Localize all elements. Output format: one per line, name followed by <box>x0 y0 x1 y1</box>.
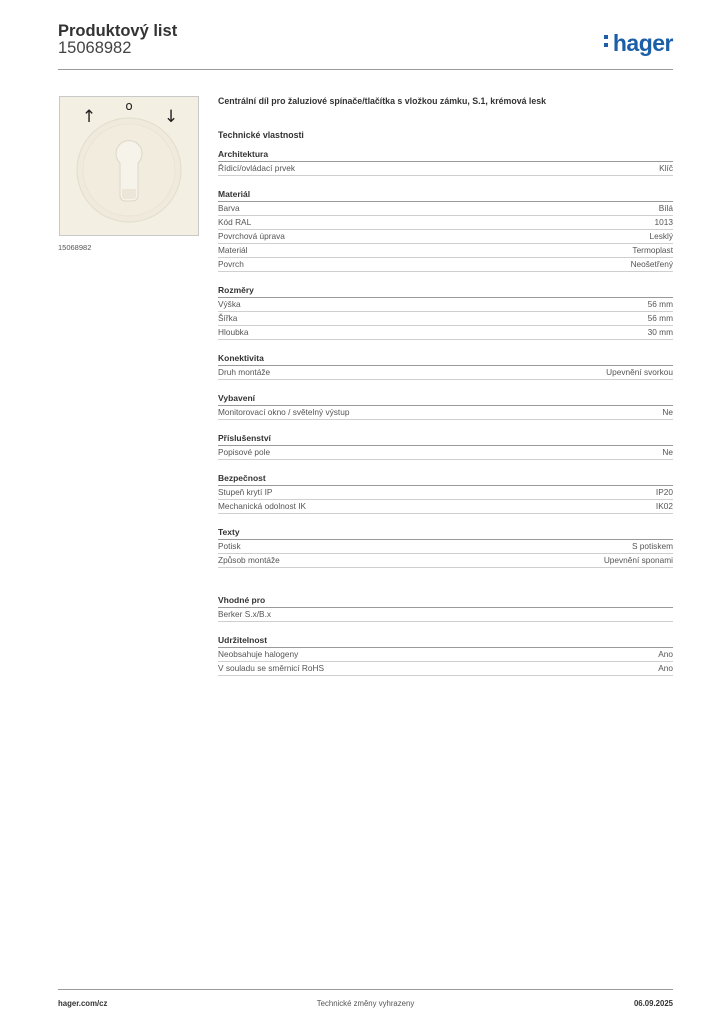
spec-label: Materiál <box>218 245 248 255</box>
spec-row <box>218 486 673 500</box>
spec-value: Klíč <box>659 163 673 173</box>
spec-label: V souladu se směrnicí RoHS <box>218 663 325 673</box>
spec-row <box>218 554 673 568</box>
spec-value: 30 mm <box>647 327 673 337</box>
page-header <box>58 20 673 70</box>
spec-row <box>218 366 673 380</box>
spec-label: Barva <box>218 203 240 213</box>
spec-row <box>218 540 673 554</box>
spec-value: IP20 <box>655 487 673 497</box>
group-title: Architektura <box>218 142 673 162</box>
spec-content <box>218 96 673 676</box>
spec-value: Upevnění sponami <box>603 555 673 565</box>
spec-value: Termoplast <box>632 245 673 255</box>
spec-row <box>218 608 673 622</box>
spec-label: Monitorovací okno / světelný výstup <box>218 407 350 417</box>
spec-label: Výška <box>218 299 241 309</box>
center-symbol: o <box>125 99 133 113</box>
page-footer <box>58 989 673 1014</box>
spec-label: Stupeň krytí IP <box>218 487 273 497</box>
spec-label: Hloubka <box>218 327 249 337</box>
product-name: Centrální díl pro žaluziové spínače/tlačítka s vložkou zámku, S.1, krémová lesk <box>218 96 547 106</box>
spec-row <box>218 500 673 514</box>
spec-label: Řídicí/ovládací prvek <box>218 163 296 173</box>
spec-value: Ne <box>662 447 673 457</box>
product-image <box>59 96 199 236</box>
group-title: Materiál <box>218 176 673 202</box>
spec-row <box>218 258 673 272</box>
spec-row <box>218 230 673 244</box>
document-title: Produktový list <box>58 22 178 40</box>
group-title: Vybavení <box>218 380 673 406</box>
spec-value: 56 mm <box>647 299 673 309</box>
logo-dots-icon <box>604 35 609 51</box>
section-title: Technické vlastnosti <box>218 130 304 140</box>
logo-text: hager <box>612 30 673 56</box>
arrow-up-symbol: ↑ <box>81 107 97 127</box>
cover-plate-icon <box>60 97 198 235</box>
spec-label: Neobsahuje halogeny <box>218 649 299 659</box>
spec-row <box>218 662 673 676</box>
spec-row <box>218 446 673 460</box>
spec-label: Kód RAL <box>218 217 252 227</box>
spec-value: Lesklý <box>649 231 673 241</box>
spec-label: Způsob montáže <box>218 555 280 565</box>
group-title: Rozměry <box>218 272 673 298</box>
spec-label: Druh montáže <box>218 367 271 377</box>
hager-logo <box>613 30 673 57</box>
spec-value: S potiskem <box>631 541 673 551</box>
spec-row <box>218 298 673 312</box>
spec-value: 56 mm <box>647 313 673 323</box>
group-title: Konektivita <box>218 340 673 366</box>
spec-label: Povrchová úprava <box>218 231 285 241</box>
spec-row <box>218 326 673 340</box>
spec-label: Berker S.x/B.x <box>218 609 272 619</box>
spec-row <box>218 216 673 230</box>
spec-row <box>218 162 673 176</box>
spec-value: Ne <box>662 407 673 417</box>
spec-groups <box>218 142 673 676</box>
spec-row <box>218 312 673 326</box>
group-title: Udržitelnost <box>218 622 673 648</box>
spec-label: Popisové pole <box>218 447 271 457</box>
spec-label: Potisk <box>218 541 241 551</box>
spec-label: Šířka <box>218 313 238 323</box>
group-title: Příslušenství <box>218 420 673 446</box>
spec-value: Ano <box>658 663 673 673</box>
spec-row <box>218 202 673 216</box>
footer-date: 06.09.2025 <box>633 999 673 1008</box>
spec-row <box>218 648 673 662</box>
spec-value: 1013 <box>654 217 673 227</box>
spec-row <box>218 244 673 258</box>
footer-note: Technické změny vyhrazeny <box>316 999 415 1008</box>
spec-value: IK02 <box>655 501 673 511</box>
document-number: 15068982 <box>58 39 132 57</box>
footer-website[interactable]: hager.com/cz <box>58 999 108 1008</box>
spec-value: Bílá <box>658 203 673 213</box>
spec-label: Mechanická odolnost IK <box>218 501 307 511</box>
group-title: Vhodné pro <box>218 568 673 608</box>
spec-label: Povrch <box>218 259 244 269</box>
spec-value: Ano <box>658 649 673 659</box>
spec-value: Upevnění svorkou <box>606 367 673 377</box>
spec-row <box>218 406 673 420</box>
group-title: Bezpečnost <box>218 460 673 486</box>
image-caption: 15068982 <box>58 243 92 252</box>
group-title: Texty <box>218 514 673 540</box>
arrow-down-symbol: ↓ <box>163 107 179 127</box>
spec-value: Neošetřený <box>630 259 673 269</box>
